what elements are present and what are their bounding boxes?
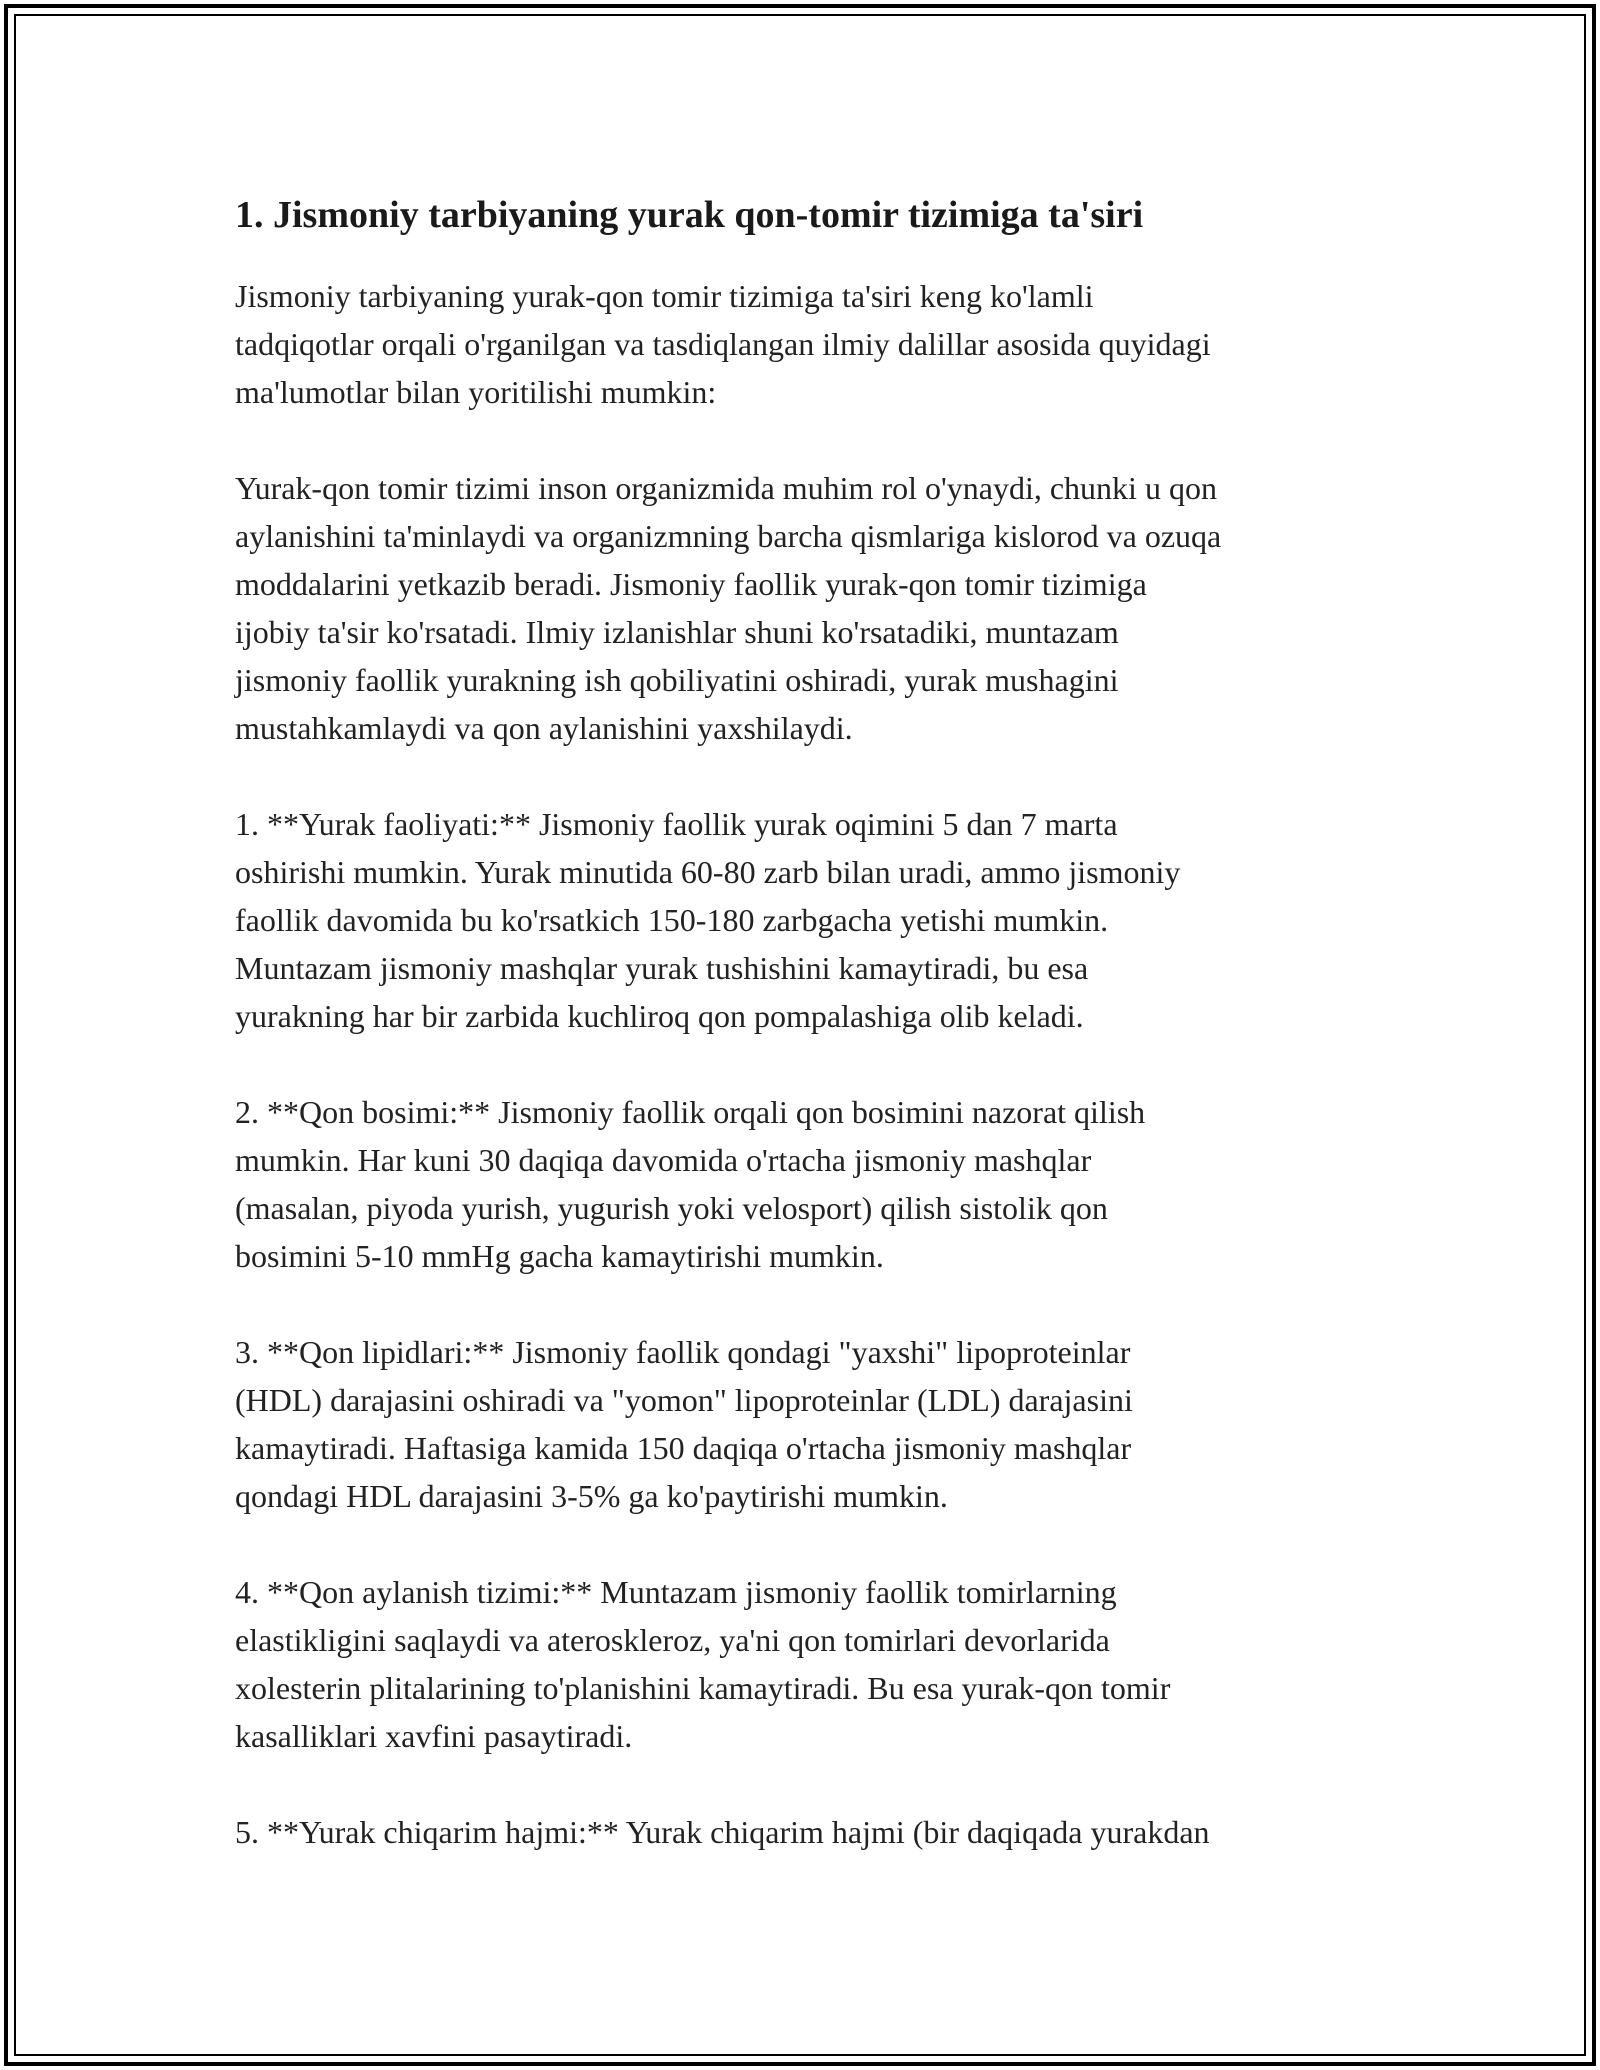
text-line: kamaytiradi. Haftasiga kamida 150 daqiqa o'rtacha jismoniy mashqlar: [235, 1430, 1132, 1466]
text-line: (HDL) darajasini oshiradi va "yomon" lipoproteinlar (LDL) darajasini: [235, 1382, 1133, 1418]
text-line: bosimini 5-10 mmHg gacha kamaytirishi mumkin.: [235, 1238, 884, 1274]
text-line: 5. **Yurak chiqarim hajmi:** Yurak chiqarim hajmi (bir daqiqada yurakdan: [235, 1814, 1210, 1850]
text-line: Jismoniy tarbiyaning yurak-qon tomir tizimiga ta'siri keng ko'lamli: [235, 278, 1094, 314]
text-line: faollik davomida bu ko'rsatkich 150-180 zarbgacha yetishi mumkin.: [235, 902, 1109, 938]
text-line: yurakning har bir zarbida kuchliroq qon pompalashiga olib keladi.: [235, 998, 1084, 1034]
list-item-heart-activity: [235, 800, 1375, 1040]
list-item-blood-lipids: [235, 1328, 1375, 1520]
text-line: kasalliklari xavfini pasaytiradi.: [235, 1718, 633, 1754]
list-item-circulatory-system: [235, 1568, 1375, 1760]
text-line: moddalarini yetkazib beradi. Jismoniy faollik yurak-qon tomir tizimiga: [235, 566, 1147, 602]
paragraph-overview: [235, 464, 1375, 752]
text-line: xolesterin plitalarining to'planishini kamaytiradi. Bu esa yurak-qon tomir: [235, 1670, 1171, 1706]
text-line: ma'lumotlar bilan yoritilishi mumkin:: [235, 374, 717, 410]
text-line: aylanishini ta'minlaydi va organizmning barcha qismlariga kislorod va ozuqa: [235, 518, 1222, 554]
text-line: 4. **Qon aylanish tizimi:** Muntazam jismoniy faollik tomirlarning: [235, 1574, 1117, 1610]
text-line: 2. **Qon bosimi:** Jismoniy faollik orqali qon bosimini nazorat qilish: [235, 1094, 1146, 1130]
list-item-blood-pressure: [235, 1088, 1375, 1280]
text-line: ijobiy ta'sir ko'rsatadi. Ilmiy izlanishlar shuni ko'rsatadiki, muntazam: [235, 614, 1119, 650]
text-line: tadqiqotlar orqali o'rganilgan va tasdiqlangan ilmiy dalillar asosida quyidagi: [235, 326, 1211, 362]
list-item-cardiac-output: [235, 1808, 1375, 1856]
text-line: elastikligini saqlaydi va ateroskleroz, ya'ni qon tomirlari devorlarida: [235, 1622, 1110, 1658]
document-title: 1. Jismoniy tarbiyaning yurak qon-tomir tizimiga ta'siri: [235, 194, 1144, 236]
text-line: 1. **Yurak faoliyati:** Jismoniy faollik yurak oqimini 5 dan 7 marta: [235, 806, 1118, 842]
text-line: (masalan, piyoda yurish, yugurish yoki velosport) qilish sistolik qon: [235, 1190, 1108, 1226]
text-line: Yurak-qon tomir tizimi inson organizmida muhim rol o'ynaydi, chunki u qon: [235, 470, 1217, 506]
text-line: Muntazam jismoniy mashqlar yurak tushishini kamaytiradi, bu esa: [235, 950, 1089, 986]
text-line: mumkin. Har kuni 30 daqiqa davomida o'rtacha jismoniy mashqlar: [235, 1142, 1092, 1178]
text-line: 3. **Qon lipidlari:** Jismoniy faollik qondagi "yaxshi" lipoproteinlar: [235, 1334, 1131, 1370]
text-line: qondagi HDL darajasini 3-5% ga ko'paytirishi mumkin.: [235, 1478, 948, 1514]
text-line: oshirishi mumkin. Yurak minutida 60-80 zarb bilan uradi, ammo jismoniy: [235, 854, 1181, 890]
document-body: [235, 186, 1375, 1904]
text-line: jismoniy faollik yurakning ish qobiliyatini oshiradi, yurak mushagini: [235, 662, 1119, 698]
text-line: mustahkamlaydi va qon aylanishini yaxshilaydi.: [235, 710, 853, 746]
paragraph-intro: [235, 272, 1375, 416]
